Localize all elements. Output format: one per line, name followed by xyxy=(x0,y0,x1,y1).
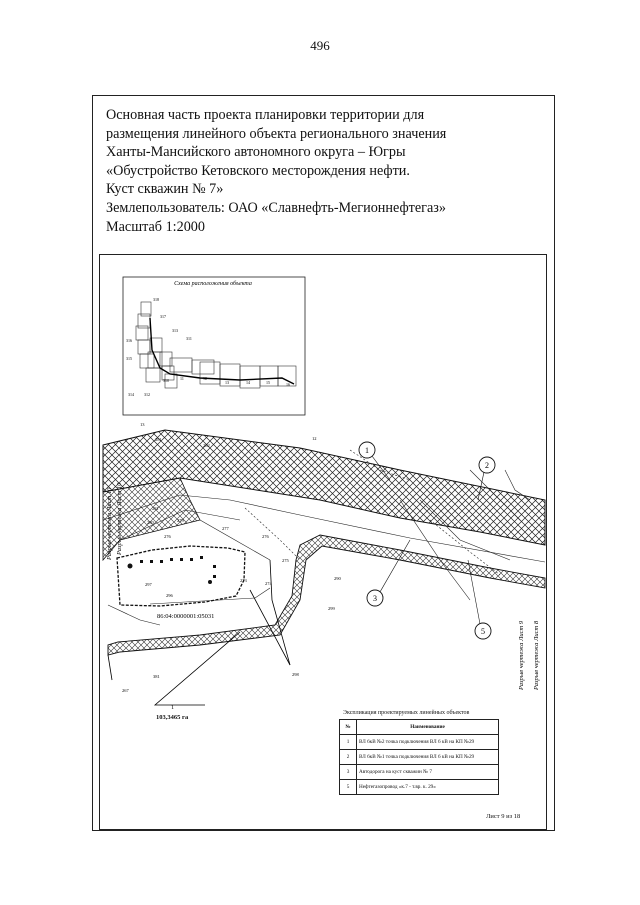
svg-text:312: 312 xyxy=(144,392,150,397)
svg-text:15: 15 xyxy=(266,380,270,385)
svg-text:297: 297 xyxy=(145,582,152,587)
svg-text:282: 282 xyxy=(203,443,210,448)
inset-title: Схема расположения объекта xyxy=(174,281,252,287)
svg-text:279: 279 xyxy=(177,518,184,523)
sheet-number: Лист 9 из 18 xyxy=(486,813,521,820)
title-line: «Обустройство Кетовского месторождения нефти. xyxy=(106,162,410,179)
legend-num: 1 xyxy=(340,735,357,750)
legend-num: 3 xyxy=(340,765,357,780)
svg-text:12: 12 xyxy=(203,376,207,381)
svg-text:298: 298 xyxy=(292,672,299,677)
svg-text:16: 16 xyxy=(286,382,290,387)
svg-text:310: 310 xyxy=(163,378,169,383)
legend-name: ВЛ 6кВ №1 точка подключения ВЛ 6 кВ на КП №29 xyxy=(357,750,499,765)
svg-text:13: 13 xyxy=(140,422,145,427)
cadastral-number: 86:04:0000001:05031 xyxy=(157,613,215,620)
well-pad xyxy=(117,546,245,606)
svg-text:281: 281 xyxy=(155,437,162,442)
svg-text:318: 318 xyxy=(153,297,159,302)
svg-text:13: 13 xyxy=(225,380,229,385)
inset-frame xyxy=(123,277,305,415)
svg-text:2: 2 xyxy=(485,461,489,470)
svg-text:5: 5 xyxy=(481,627,485,636)
svg-text:3: 3 xyxy=(373,594,377,603)
legend-name: Нефтегазопровод «к.7 - т.вр. к. 29» xyxy=(357,780,499,795)
svg-text:276: 276 xyxy=(262,534,269,539)
legend-header-num: № xyxy=(340,720,357,735)
legend-header-row xyxy=(340,720,499,735)
svg-text:Разрыв чертежа Лист 10: Разрыв чертежа Лист 10 xyxy=(116,482,123,555)
svg-text:315: 315 xyxy=(126,356,132,361)
svg-text:12: 12 xyxy=(312,436,317,441)
scale-line: Масштаб 1:2000 xyxy=(106,218,205,235)
svg-text:317: 317 xyxy=(160,314,166,319)
svg-text:290: 290 xyxy=(334,576,341,581)
legend-num: 2 xyxy=(340,750,357,765)
svg-text:273: 273 xyxy=(240,578,247,583)
legend-name: ВЛ 6кВ №2 точка подключения ВЛ 6 кВ на КП №29 xyxy=(357,735,499,750)
svg-text:280: 280 xyxy=(147,520,154,525)
svg-text:Разрыв чертежа Лист 10: Разрыв чертежа Лист 10 xyxy=(106,487,113,560)
title-line: Землепользователь: ОАО «Славнефть-Мегионнефтегаз» xyxy=(106,199,446,216)
legend-header-name: Наименование xyxy=(357,720,499,735)
svg-text:Разрыв чертежа Лист 9: Разрыв чертежа Лист 9 xyxy=(518,620,525,690)
title-line: Куст скважин № 7» xyxy=(106,181,224,198)
legend-row xyxy=(340,735,499,750)
svg-text:311: 311 xyxy=(186,336,192,341)
area-id: 1 xyxy=(171,704,175,711)
svg-text:274: 274 xyxy=(265,581,272,586)
svg-text:314: 314 xyxy=(128,392,134,397)
title-line: Основная часть проекта планировки территории для xyxy=(106,107,425,123)
svg-text:14: 14 xyxy=(246,380,250,385)
svg-text:313: 313 xyxy=(172,328,178,333)
legend-table xyxy=(339,719,499,795)
svg-text:276: 276 xyxy=(164,534,171,539)
svg-text:11: 11 xyxy=(180,376,184,381)
svg-text:296: 296 xyxy=(166,593,173,598)
svg-text:275: 275 xyxy=(282,558,289,563)
legend-title: Экспликация проектируемых линейных объектов xyxy=(343,710,470,716)
svg-text:316: 316 xyxy=(126,338,132,343)
title-line: размещения линейного объекта регионального значения xyxy=(106,125,447,142)
svg-text:Разрыв чертежа Лист 8: Разрыв чертежа Лист 8 xyxy=(533,620,540,690)
legend-row xyxy=(340,765,499,780)
legend-row xyxy=(340,780,499,795)
svg-text:267: 267 xyxy=(122,688,129,693)
svg-text:1: 1 xyxy=(365,446,369,455)
title-line: Ханты-Мансийского автономного округа – Югры xyxy=(106,144,406,161)
inset-map xyxy=(123,277,305,415)
svg-text:381: 381 xyxy=(153,674,160,679)
legend-num: 5 xyxy=(340,780,357,795)
page-number: 496 xyxy=(310,38,330,53)
legend-row xyxy=(340,750,499,765)
legend-name: Автодорога на куст скважин № 7 xyxy=(357,765,499,780)
area-label: 103,3465 га xyxy=(156,714,189,721)
svg-text:299: 299 xyxy=(328,606,335,611)
svg-text:281: 281 xyxy=(152,506,159,511)
svg-text:277: 277 xyxy=(222,526,229,531)
